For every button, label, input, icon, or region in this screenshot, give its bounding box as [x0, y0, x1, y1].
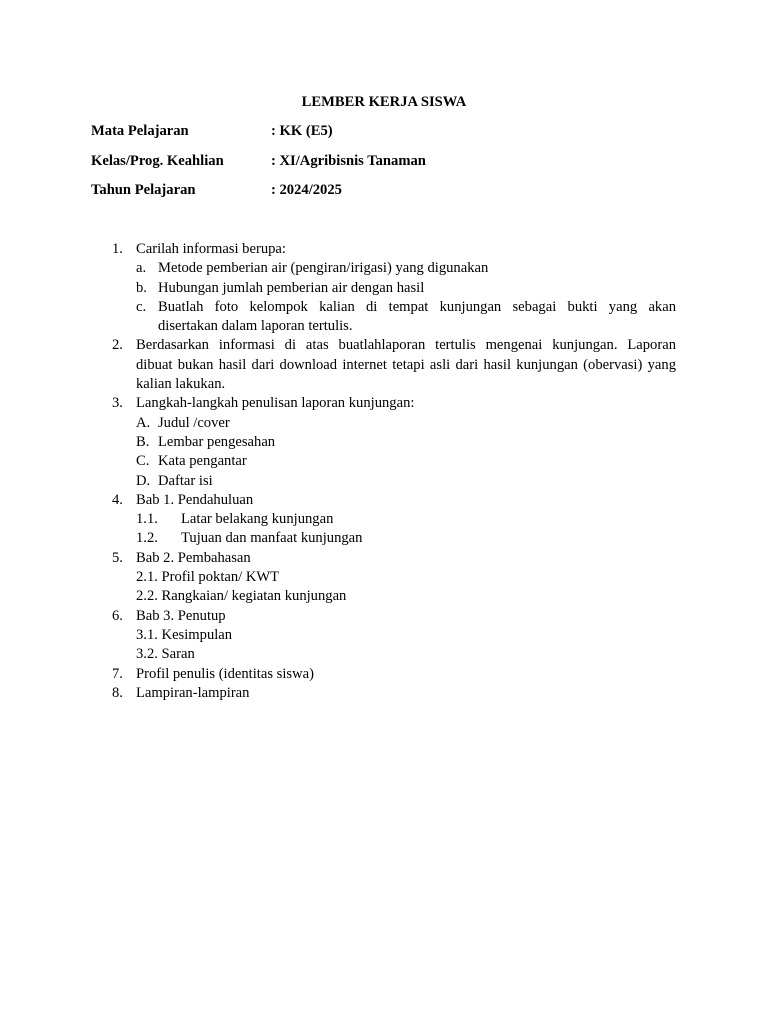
list-subitem	[0, 433, 768, 452]
sublist-letter: A.	[136, 414, 151, 431]
sublist-text: Tujuan dan manfaat kunjungan	[181, 530, 363, 547]
sublist-letter: B.	[136, 433, 150, 450]
sublist-letter: a.	[136, 260, 147, 277]
list-item-continuation	[0, 375, 768, 394]
list-subitem	[0, 529, 768, 548]
meta-subject-value: : KK (E5)	[271, 123, 333, 139]
sublist-text: 3.2. Saran	[136, 646, 195, 663]
list-number: 3.	[112, 395, 123, 412]
list-item	[0, 549, 768, 568]
sublist-text: Latar belakang kunjungan	[181, 511, 334, 528]
list-subitem	[0, 452, 768, 471]
document-title: LEMBER KERJA SISWA	[301, 94, 467, 110]
sublist-number: 1.2.	[136, 530, 158, 547]
sublist-letter: D.	[136, 472, 151, 489]
meta-year-value: : 2024/2025	[271, 182, 342, 198]
list-item	[0, 665, 768, 684]
list-item-continuation	[0, 356, 768, 375]
list-subitem	[0, 568, 768, 587]
list-number: 7.	[112, 665, 123, 682]
sublist-text: 2.2. Rangkaian/ kegiatan kunjungan	[136, 588, 347, 605]
meta-class-value: : XI/Agribisnis Tanaman	[271, 153, 426, 169]
list-number: 1.	[112, 241, 123, 257]
sublist-text: 2.1. Profil poktan/ KWT	[136, 569, 280, 586]
sublist-text: 3.1. Kesimpulan	[136, 626, 233, 643]
sublist-text: Daftar isi	[158, 472, 213, 489]
sublist-text: Hubungan jumlah pemberian air dengan hasil	[158, 279, 425, 296]
list-subitem	[0, 298, 768, 317]
sublist-text: disertakan dalam laporan tertulis.	[158, 318, 353, 335]
list-item	[0, 394, 768, 413]
sublist-text: Judul /cover	[158, 414, 230, 431]
list-subitem	[0, 626, 768, 645]
list-item	[0, 684, 768, 703]
sublist-text: Buatlah foto kelompok kalian di tempat kunjungan sebagai bukti yang akan	[158, 298, 676, 315]
meta-year-label: Tahun Pelajaran	[91, 182, 196, 198]
sublist-text: Lembar pengesahan	[158, 433, 276, 450]
list-item	[0, 240, 768, 259]
list-number: 5.	[112, 549, 123, 566]
list-text: Bab 3. Penutup	[136, 607, 226, 624]
sublist-letter: C.	[136, 453, 150, 470]
sublist-text: Metode pemberian air (pengiran/irigasi) yang digunakan	[158, 260, 489, 277]
list-item	[0, 336, 768, 355]
meta-year-row	[91, 181, 342, 200]
list-text: Bab 2. Pembahasan	[136, 549, 251, 566]
list-number: 4.	[112, 491, 123, 508]
sublist-letter: c.	[136, 298, 147, 315]
list-number: 8.	[112, 684, 123, 701]
list-subitem	[0, 414, 768, 433]
list-text: Profil penulis (identitas siswa)	[136, 665, 314, 682]
list-subitem-continuation	[0, 317, 768, 336]
sublist-text: Kata pengantar	[158, 453, 247, 470]
list-number: 6.	[112, 607, 123, 624]
list-text: Berdasarkan informasi di atas buatlahlaporan tertulis mengenai kunjungan. Laporan	[136, 337, 676, 354]
meta-subject-row	[91, 122, 333, 141]
meta-subject-label: Mata Pelajaran	[91, 123, 189, 139]
list-text: dibuat bukan hasil dari download internet tetapi asli dari hasil kunjungan (obervasi) yang	[136, 356, 676, 373]
list-text: Carilah informasi berupa:	[136, 241, 286, 257]
list-text: kalian lakukan.	[136, 376, 226, 393]
list-subitem	[0, 279, 768, 298]
meta-class-label: Kelas/Prog. Keahlian	[91, 153, 224, 169]
sublist-number: 1.1.	[136, 511, 158, 528]
meta-class-row	[91, 152, 426, 171]
list-item	[0, 607, 768, 626]
sublist-letter: b.	[136, 279, 147, 296]
list-subitem	[0, 472, 768, 491]
list-text: Bab 1. Pendahuluan	[136, 491, 254, 508]
list-text: Langkah-langkah penulisan laporan kunjungan:	[136, 395, 415, 412]
list-subitem	[0, 645, 768, 664]
list-subitem	[0, 587, 768, 606]
list-subitem	[0, 510, 768, 529]
list-item	[0, 491, 768, 510]
list-text: Lampiran-lampiran	[136, 684, 250, 701]
list-subitem	[0, 259, 768, 278]
task-list	[0, 240, 768, 703]
list-number: 2.	[112, 337, 123, 354]
